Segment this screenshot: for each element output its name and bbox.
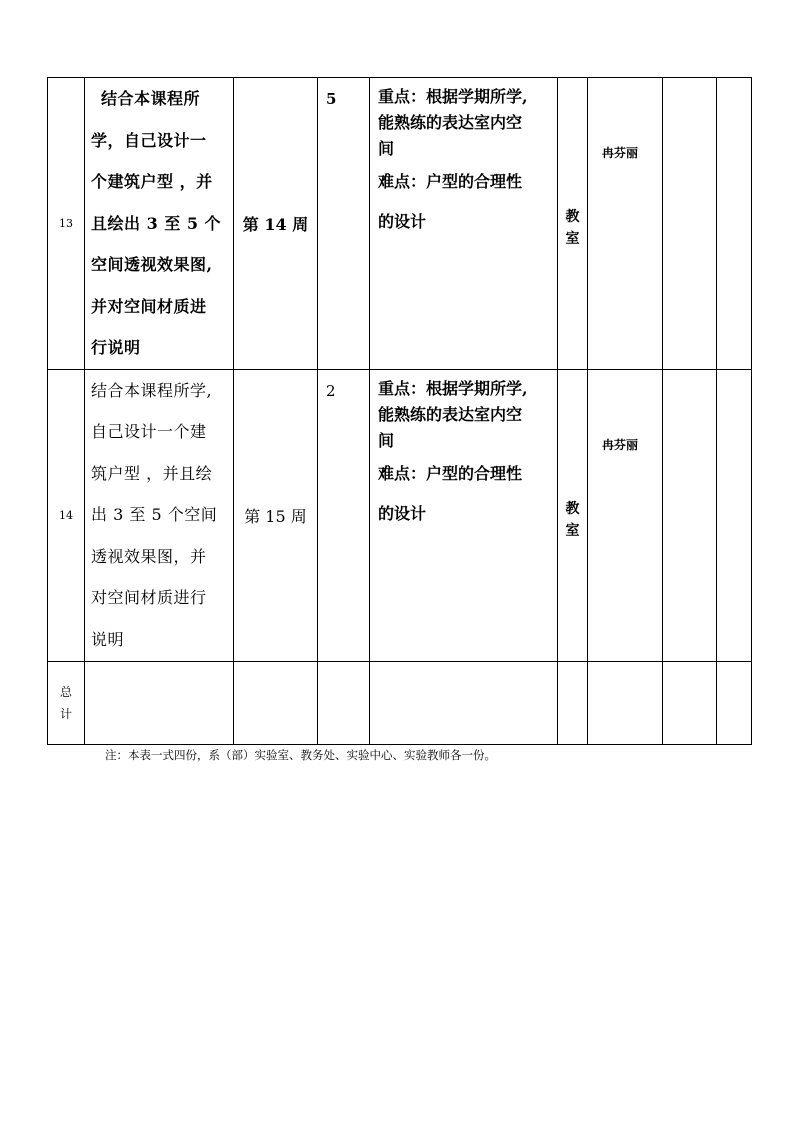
total-char: 计 [59,706,72,721]
hours-cell: 5 [318,78,370,370]
experiment-content [85,78,234,370]
teacher-cell: 冉芬丽 [588,369,663,661]
empty-cell [318,661,370,744]
empty-cell [663,78,717,370]
room-cell [558,78,588,370]
table-row [48,78,752,370]
content-line: 对空间材质进行 [91,588,207,607]
empty-cell [234,661,318,744]
key-point-line: 重点：根据学期所学, [378,378,528,398]
content-line: 自己设计一个建 [91,422,207,441]
empty-cell [663,369,717,661]
empty-cell [717,369,752,661]
room-char: 室 [565,231,580,248]
difficulty-line: 难点：户型的合理性 [378,463,523,483]
content-line: 结合本课程所学, [91,380,213,400]
total-row [48,661,752,744]
room-char: 教 [565,501,580,517]
difficulty-line: 的设计 [378,503,427,523]
footnote: 注：本表一式四份，系（部）实验室、教务处、实验中心、实验教师各一份。 [105,748,496,762]
key-point-line: 能熟练的表达室内空 [378,113,523,132]
empty-cell [663,661,717,744]
total-char: 总 [59,684,72,699]
week-cell: 第 14 周 [234,78,318,370]
content-line: 行说明 [91,338,141,357]
content-line: 说明 [91,629,125,649]
key-point-line: 重点：根据学期所学, [378,87,528,106]
key-points-cell [370,78,558,370]
content-line: 学，自己设计一 [91,130,207,150]
difficulty-line: 难点：户型的合理性 [378,172,523,191]
hours-cell: 2 [318,369,370,661]
room-char: 教 [565,209,580,226]
room-char: 室 [565,523,580,539]
empty-cell [370,661,558,744]
table-row [48,369,752,661]
empty-cell [588,661,663,744]
room-cell [558,369,588,661]
teacher-cell: 冉芬丽 [588,78,663,370]
row-index: 13 [48,78,85,370]
schedule-table [47,77,752,745]
week-cell: 第 15 周 [234,369,318,661]
empty-cell [717,661,752,744]
content-line: 筑户型 ，并且绘 [91,463,213,483]
empty-cell [558,661,588,744]
content-line: 并对空间材质进 [91,296,207,316]
empty-cell [717,78,752,370]
content-line: 且绘出 3 至 5 个 [91,213,222,233]
key-point-line: 间 [378,139,395,158]
total-label [48,661,85,744]
row-index: 14 [48,369,85,661]
content-line: 空间透视效果图, [91,255,213,274]
key-point-line: 间 [378,430,395,450]
difficulty-line: 的设计 [378,212,427,231]
key-point-line: 能熟练的表达室内空 [378,404,523,424]
empty-cell [85,661,234,744]
content-line: 个建筑户型 ，并 [91,172,213,191]
key-points-cell [370,369,558,661]
content-line: 结合本课程所 [101,89,201,108]
experiment-content [85,369,234,661]
content-line: 出 3 至 5 个空间 [91,505,218,524]
content-line: 透视效果图，并 [91,546,207,566]
